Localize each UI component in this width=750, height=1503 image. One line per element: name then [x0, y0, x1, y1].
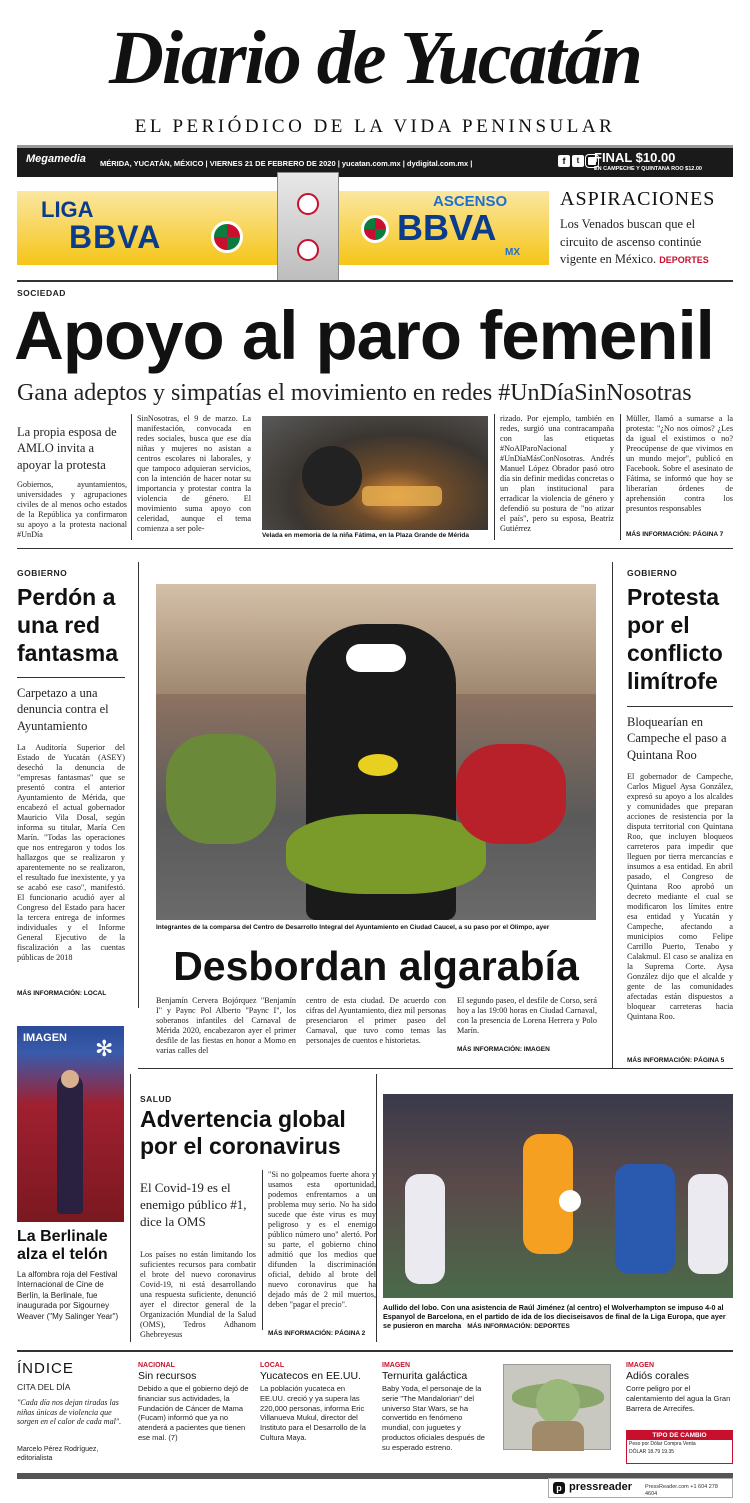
footer-item-title: Yucatecos en EE.UU.: [260, 1370, 361, 1382]
footer-item-nacional: [138, 1362, 254, 1443]
ascenso-emblem-icon: [297, 193, 319, 215]
masthead-tagline: EL PERIÓDICO DE LA VIDA PENINSULAR: [134, 116, 616, 137]
lead-photo-caption: Velada en memoria de la niña Fátima, en la Plaza Grande de Mérida: [262, 532, 469, 539]
megamedia-logo: Megamedia: [26, 153, 86, 165]
carnaval-headline: Desbordan algarabía: [173, 943, 579, 989]
footer-item-title: Adiós corales: [626, 1370, 690, 1382]
imagen-headline: La Berlinale alza el telón: [17, 1228, 108, 1264]
perdon-deck: Carpetazo a una denuncia contra el Ayuntamiento: [17, 686, 109, 733]
rule-lead-1: [131, 414, 132, 540]
indice-title: ÍNDICE: [17, 1360, 74, 1377]
imagen-body: La alfombra roja del Festival Internacional de Cine de Berlín, la Berlinale, fue inaugurada por Sigourney Weaver ("My Salinger Year"): [17, 1270, 119, 1321]
lead-col2: SinNosotras, el 9 de marzo. La manifestación, convocada en redes sociales, busca que ese día niñas y mujeres no asistan a centros escolares ni laborales, y que tampoco adquieran servicios, con la intención de hacer notar su importancia y protestar contra la violencia de género. El movimiento suma apoyo con celeridad, aunque el tema comienza a ser pole-: [137, 414, 251, 533]
lead-subhead: Gana adeptos y simpatías el movimiento en redes #UnDíaSinNosotras: [17, 380, 692, 406]
dateline-info: MÉRIDA, YUCATÁN, MÉXICO | VIERNES 21 DE FEBRERO DE 2020 | yucatan.com.mx | dydigital.com.mx |: [100, 159, 473, 168]
ascenso-mx-label: MX: [505, 247, 520, 258]
imagen-photo-box: [17, 1026, 124, 1222]
carnaval-more: MÁS INFORMACIÓN: IMAGEN: [457, 1046, 550, 1053]
footer-item-section: IMAGEN: [626, 1362, 654, 1369]
ascenso-banner-center: [277, 172, 339, 282]
protesta-deck: Bloquearían en Campeche el paso a Quintana Roo: [627, 715, 727, 762]
perdon-headline: Perdón a una red fantasma: [17, 584, 118, 667]
masthead-title: Diario de Yucatán: [109, 16, 641, 100]
rule-imagen-right: [130, 1074, 131, 1342]
footer-item-corales: [626, 1362, 733, 1413]
carnaval-col3: El segundo paseo, el desfile de Corso, será hoy a las 19:00 horas en Ciudad Carnaval, con la presencia de Lorena Herrera y Polo Marín.: [457, 996, 597, 1035]
footer-item-section: IMAGEN: [382, 1362, 410, 1369]
carnaval-caption: Integrantes de la comparsa del Centro de Desarrollo Integral del Ayuntamiento en Ciudad Caucel, a su paso por el Olimpo, ayer: [156, 924, 550, 931]
perdon-more: MÁS INFORMACIÓN: LOCAL: [17, 990, 107, 997]
pressreader-label: pressreader: [569, 1481, 632, 1493]
footer-item-imagen: [382, 1362, 486, 1452]
perdon-body: La Auditoría Superior del Estado de Yucatán (ASEY) desechó la denuncia de "empresas fantasmas" que se presentó contra el anterior Ayuntamiento de Mérida, que encabezó el actual gobernador Mauricio Vila Dosal, según informa su titular, María Cen Marín. "Todas las operaciones que nos entregaron y todos los hallazgos que se realizaron y aparentemente no se realizaron, el resultado fue inexistente, y ya se acabó ese caso", manifestó. El funcionario acudió ayer al Congreso del Estado para hacer la tercera entrega de informes individuales y el Informe General Ejecutivo de la fiscalización a las cuentas públicas de 2018: [17, 743, 125, 962]
footer-item-text: Corre peligro por el calentamiento del agua la Gran Barrera de Arrecifes.: [626, 1384, 731, 1413]
ascenso-emblem-icon-2: [297, 239, 319, 261]
rule-perdon-right: [138, 562, 139, 1008]
perdon-section: GOBIERNO: [17, 568, 68, 578]
corona-section: SALUD: [140, 1094, 172, 1104]
lead-col1: Gobiernos, ayuntamientos, universidades y agrupaciones civiles de al menos ocho estados de la República ya confirmaron su apoyo a la protesta nacional #UnDía: [17, 480, 127, 539]
rule-corona-right: [376, 1074, 377, 1342]
cita-author: Marcelo Pérez Rodríguez, editorialista: [17, 1446, 99, 1462]
lead-deck: La propia esposa de AMLO invita a apoyar la protesta: [17, 425, 117, 472]
lead-more: MÁS INFORMACIÓN: PÁGINA 7: [626, 531, 724, 538]
aspiraciones-section: DEPORTES: [659, 255, 709, 265]
footer-item-text: La población yucateca en EE.UU. creció y ya supera las 220,000 personas, informa Eric Villanueva Mukul, director del Instituto para el Desarrollo de la Cultura Maya.: [260, 1384, 366, 1442]
tipo-cambio-title: TIPO DE CAMBIO: [627, 1431, 732, 1440]
price: FINAL $10.00: [594, 150, 676, 165]
lead-col3: rizado. Por ejemplo, también en redes, surgió una contracampaña con las etiquetas #NoAlParoNacional y #UnDíaMásConNosotras. Andrés Manuel López Obrador pasó otro día sin definir medidas concretas o un plan institucional para erradicar la violencia de género y defendió su postura de "no atizar el país", pero su esposa, Beatriz Gutiérrez: [500, 414, 614, 533]
footer-item-title: Ternurita galáctica: [382, 1370, 468, 1382]
ascenso-logo-icon: [361, 215, 389, 243]
carnaval-photo: [156, 584, 596, 920]
futbol-caption: [383, 1303, 733, 1343]
rule-banner: [17, 280, 733, 282]
footer-item-title: Sin recursos: [138, 1370, 197, 1382]
footer-item-text: Debido a que el gobierno dejó de financiar sus actividades, la Fundación de Cáncer de Mama (Fucam) informó que ya no atenderá a pacientes que tienen ese mal. (7): [138, 1384, 249, 1442]
rule-middle-bottom: [138, 1068, 733, 1069]
facebook-icon: f: [558, 155, 570, 167]
rule-lead-bottom: [17, 548, 733, 549]
cita-text: "Cada día nos dejan tiradas las niñas únicas de violencia que sorgen en el calor de cada mal".: [17, 1398, 122, 1427]
pressreader-icon: p: [553, 1482, 565, 1494]
social-icons: [558, 155, 598, 167]
footer-item-section: NACIONAL: [138, 1362, 175, 1369]
protesta-section: GOBIERNO: [627, 568, 678, 578]
liga-label: LIGA: [41, 197, 94, 222]
aspiraciones-body: Los Venados buscan que el circuito de ascenso continúe vigente en México.: [560, 217, 702, 266]
protesta-more: MÁS INFORMACIÓN: PÁGINA 5: [627, 1057, 725, 1064]
aspiraciones-text: [560, 216, 732, 269]
lead-headline: Apoyo al paro femenil: [14, 297, 714, 374]
futbol-photo: [383, 1094, 733, 1298]
rule-carnaval-right: [612, 562, 613, 1068]
lead-photo: [262, 416, 488, 530]
protesta-headline: Protesta por el conflicto limítrofe: [627, 584, 723, 695]
rule-perdon-1: [17, 677, 125, 678]
lead-col4: Müller, llamó a sumarse a la protesta: "¿No nos oímos? ¿Les da igual el existimos o no? Preocúpense de que vivimos en un mundo mejor", publicó en Facebook. Sobre el asesinato de Fátima, se informó que hoy se liberarían órdenes de aprehensión contra los presuntos responsables: [626, 414, 733, 513]
liga-mx-logo-icon: [211, 221, 243, 253]
footer-item-local: [260, 1362, 372, 1443]
corona-deck: El Covid-19 es el enemigo público #1, dice la OMS: [140, 1180, 247, 1229]
tipo-cambio-box: [626, 1430, 733, 1464]
protesta-body: El gobernador de Campeche, Carlos Miguel Aysa González, expresó su apoyo a los alcaldes y comunidades que preparan acciones de resistencia por la disputa territorial con Quintana Roo, que incluyen bloqueos carreteros para impedir que lleguen por tierra mercancías e insumos a esa entidad. En abril pasado, el Congreso de Quintana Roo aprobó un decreto mediante el cual se modificaron los límites entre esa entidad y Yucatán y Campeche, afectando a municipios como Felipe Carrillo Puerto, Tenabo y Calakmul. El caso se analiza en la Suprema Corte. Aysa González dijo que el alcalde y gente de las comunidades afectadas están dispuestos a bloquear carreteras hacia Quintana Roo.: [627, 772, 733, 1021]
price-note: EN CAMPECHE Y QUINTANA ROO $12.00: [594, 166, 702, 172]
ascenso-label: ASCENSO: [433, 193, 508, 210]
ascenso-bbva-label: BBVA: [397, 207, 497, 248]
futbol-caption-text: Aullido del lobo. Con una asistencia de Raúl Jiménez (al centro) el Wolverhampton se impuso 4-0 al Espanyol de Barcelona, en el partido de ida de los dieciseisavos de final de la Liga Europa, que ayer se pusieron en marcha: [383, 1303, 726, 1330]
corona-more: MÁS INFORMACIÓN: PÁGINA 2: [268, 1330, 366, 1337]
aspiraciones-title: ASPIRACIONES: [560, 188, 716, 210]
rule-lead-3: [620, 414, 621, 540]
ascenso-bbva-banner: [339, 191, 549, 265]
lead-section: SOCIEDAD: [17, 288, 66, 298]
liga-bbva-label: BBVA: [69, 219, 162, 255]
corona-headline: Advertencia global por el coronavirus: [140, 1106, 346, 1159]
rule-footer-top: [17, 1350, 733, 1352]
tipo-cambio-row: Peso por Dólar Compra Venta: [629, 1441, 696, 1447]
baby-yoda-photo: [503, 1364, 611, 1450]
twitter-icon: t: [572, 155, 584, 167]
rule-lead-2: [494, 414, 495, 540]
futbol-more: MÁS INFORMACIÓN: DEPORTES: [467, 1323, 570, 1330]
corona-col1: Los países no están limitando los suficientes recursos para combatir el brote del nuevo coronavirus Covid-19, ni está desarrollando una respuesta suficiente, denunció ayer el director general de la Organización Mundial de la Salud (OMS), Tedros Adhanom Ghebreyesus: [140, 1250, 256, 1339]
pressreader-sub: PressReader.com +1 604 278 4604: [645, 1484, 718, 1497]
imagen-section: IMAGEN: [23, 1032, 67, 1044]
carnaval-col2: centro de esta ciudad. De acuerdo con cifras del Ayuntamiento, diez mil personas presenciaron el primer paseo del Carnaval, que tuvo como temas las personajes de cuentos e historietas.: [306, 996, 446, 1045]
liga-bbva-banner: [17, 191, 277, 265]
rule-protesta-1: [627, 706, 733, 707]
tipo-cambio-row: DÓLAR 18.79 19.35: [629, 1449, 675, 1455]
cita-title: CITA DEL DÍA: [17, 1382, 71, 1392]
star-icon: ✻: [95, 1036, 114, 1061]
footer-item-section: LOCAL: [260, 1362, 285, 1369]
rule-corona-mid: [262, 1170, 263, 1330]
footer-item-text: Baby Yoda, el personaje de la serie "The Mandalorian" del universo Star Wars, se ha convertido en fenómeno mundial, con juguetes y productos oficiales después de su esperado estreno.: [382, 1384, 485, 1452]
pressreader-badge[interactable]: [548, 1478, 733, 1498]
corona-col2: "Si no golpeamos fuerte ahora y usamos esta oportunidad, podemos enfrentarnos a un problema muy serio. No ha sido sucede que éste virus es muy peligroso y es el enemigo público número uno" alertó. Por su parte, el gobierno chino admitió que los medios que difunden la discriminación oficial, debido al brote del nuevo coronavirus que ha dejado más de 2 mil muertos, deben "pagar el precio".: [268, 1170, 376, 1309]
carnaval-col1: Benjamín Cervera Bojórquez "Benjamín I" y Paync Pol Alberto "Paync I", los soberanos infantiles del Carnaval de Mérida 2020, encabezaron ayer el primer desfile de las fiestas en honor a Momo en varias calles del: [156, 996, 296, 1055]
